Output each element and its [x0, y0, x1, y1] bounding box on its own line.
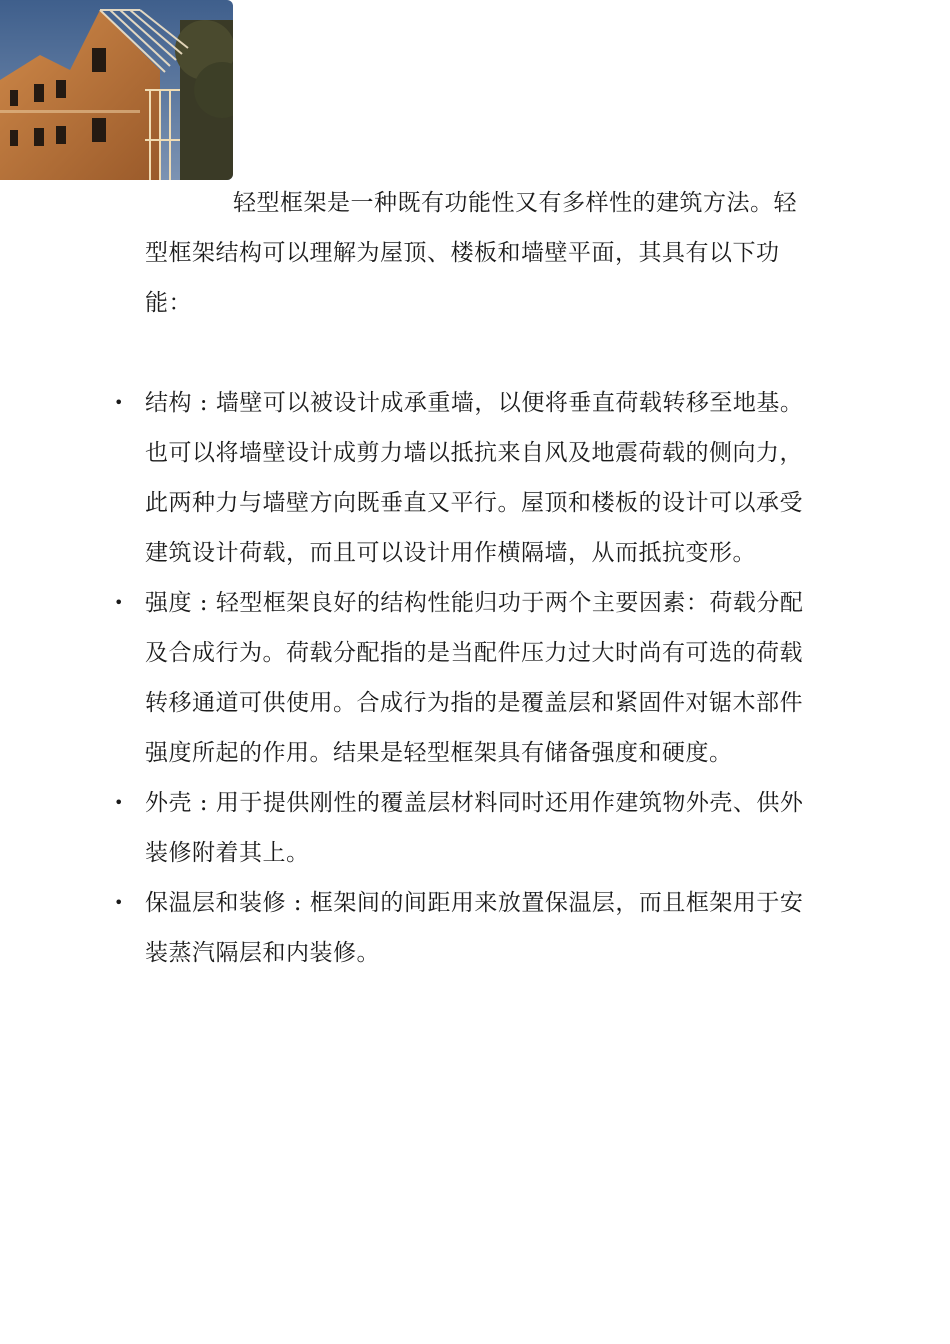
item-text: 墙壁可以被设计成承重墙，以便将垂直荷载转移至地基。也可以将墙壁设计成剪力墙以抵抗来自风及地震荷载的侧向力，此两种力与墙壁方向既垂直又平行。屋顶和楼板的设计可以承受建筑设计荷载，而且可以设计用作横隔墙，从而抵抗变形。 — [145, 390, 804, 566]
paragraph-spacer — [145, 328, 815, 378]
bullet-icon: • — [114, 793, 124, 812]
item-term: 结构 — [145, 390, 192, 416]
item-text: 轻型框架良好的结构性能归功于两个主要因素：荷载分配及合成行为。荷载分配指的是当配件压力过大时尚有可选的荷载转移通道可供使用。合成行为指的是覆盖层和紧固件对锯木部件强度所起的作用。结果是轻型框架具有储备强度和硬度。 — [145, 590, 804, 766]
item-text: 框架间的间距用来放置保温层，而且框架用于安装蒸汽隔层和内装修。 — [145, 890, 804, 966]
item-separator: : — [192, 590, 216, 616]
item-text: 用于提供刚性的覆盖层材料同时还用作建筑物外壳、供外装修附着其上。 — [145, 790, 804, 866]
list-item-strength — [114, 578, 815, 778]
list-item-shell — [114, 778, 815, 878]
article-body — [114, 178, 815, 978]
bullet-icon: • — [114, 893, 124, 912]
item-separator: : — [286, 890, 310, 916]
bullet-icon: • — [114, 593, 124, 612]
list-item-insulation — [114, 878, 815, 978]
intro-paragraph: 轻型框架是一种既有功能性又有多样性的建筑方法。轻型框架结构可以理解为屋顶、楼板和墙壁平面，其具有以下功能： — [145, 190, 797, 316]
bullet-icon: • — [114, 393, 124, 412]
item-term: 外壳 — [145, 790, 192, 816]
feature-list — [114, 378, 815, 978]
item-separator: : — [192, 790, 216, 816]
item-separator: : — [192, 390, 216, 416]
item-term: 保温层和装修 — [145, 890, 286, 916]
house-framing-photo — [0, 0, 233, 180]
item-term: 强度 — [145, 590, 192, 616]
list-item-structure — [114, 378, 815, 578]
house-framing-image — [0, 0, 233, 180]
